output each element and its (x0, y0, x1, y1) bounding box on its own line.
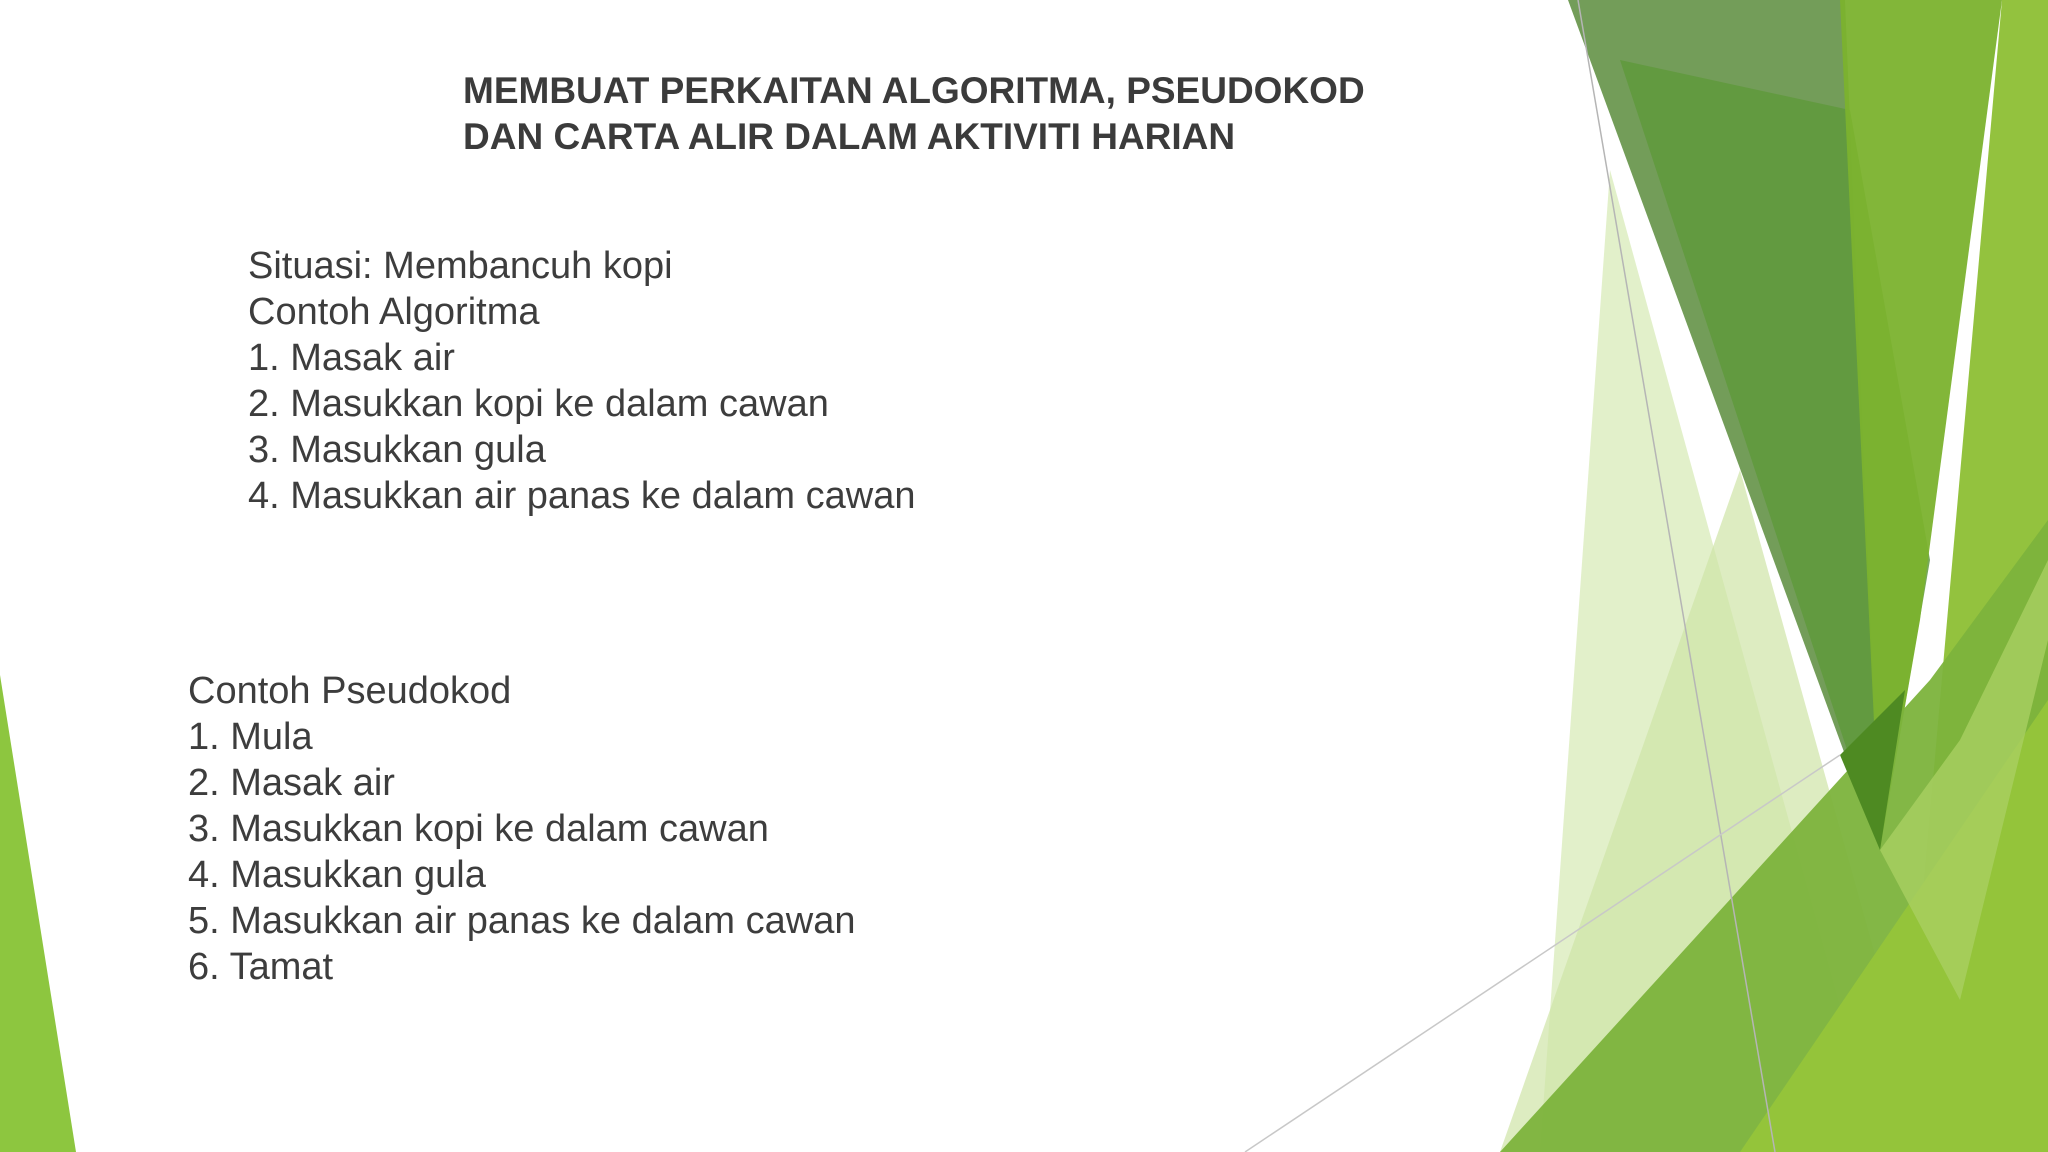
pseudocode-step: 4. Masukkan gula (188, 854, 486, 896)
algorithm-block (248, 243, 915, 519)
pseudocode-step: 2. Masak air (188, 762, 395, 804)
pseudocode-block (188, 668, 855, 990)
pseudocode-step: 3. Masukkan kopi ke dalam cawan (188, 808, 769, 850)
slide-title (463, 68, 1463, 160)
algorithm-step: 2. Masukkan kopi ke dalam cawan (248, 383, 829, 425)
pseudocode-heading: Contoh Pseudokod (188, 670, 512, 712)
algorithm-step: 3. Masukkan gula (248, 429, 546, 471)
pseudocode-step: 1. Mula (188, 716, 313, 758)
algorithm-heading: Contoh Algoritma (248, 291, 540, 333)
situation-text: Situasi: Membancuh kopi (248, 245, 673, 287)
pseudocode-step: 6. Tamat (188, 946, 334, 988)
title-line-2: DAN CARTA ALIR DALAM AKTIVITI HARIAN (463, 116, 1236, 157)
algorithm-step: 1. Masak air (248, 337, 455, 379)
pseudocode-step: 5. Masukkan air panas ke dalam cawan (188, 900, 856, 942)
title-line-1: MEMBUAT PERKAITAN ALGORITMA, PSEUDOKOD (463, 70, 1365, 111)
algorithm-step: 4. Masukkan air panas ke dalam cawan (248, 475, 916, 517)
facet-left (0, 675, 76, 1152)
